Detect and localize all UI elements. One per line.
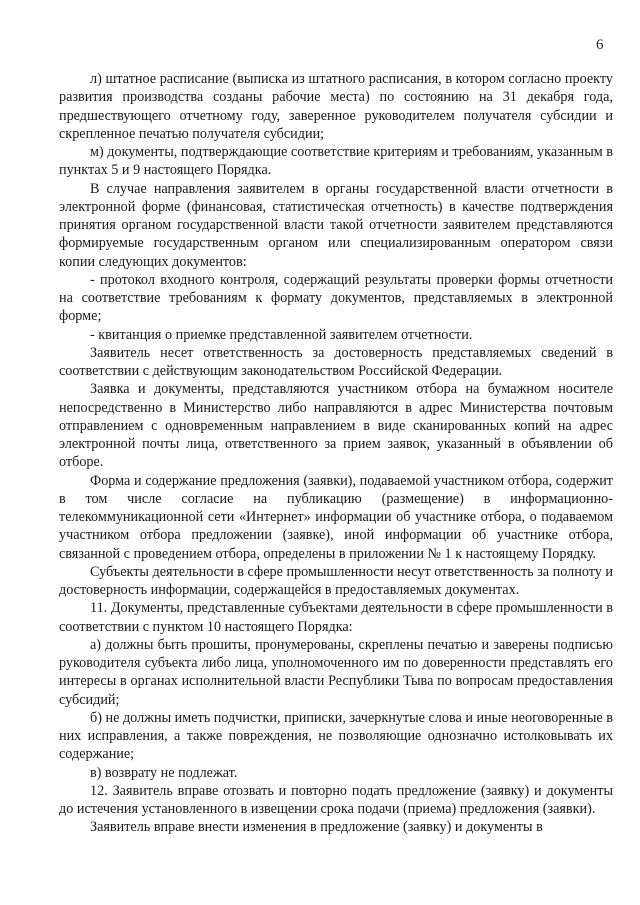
- paragraph: Заявка и документы, представляются участником отбора на бумажном носителе непосредственно в Министерство либо направляются в адрес Министерства почтовым отправлением с одновременным направлением в виде сканированных копий на адрес электронной почты лица, ответственного за прием заявок, указанный в объявлении об отборе.: [59, 381, 613, 471]
- paragraph: - квитанция о приемке представленной заявителем отчетности.: [90, 326, 473, 343]
- paragraph: а) должны быть прошиты, пронумерованы, скреплены печатью и заверены подписью руководителя субъекта либо лица, уполномоченного им по доверенности представлять его интересы в органах исполнительной власти Республики Тыва по вопросам предоставления субсидий;: [59, 636, 613, 708]
- paragraph: 12. Заявитель вправе отозвать и повторно подать предложение (заявку) и документы до истечения установленного в извещении срока подачи (приема) предложения (заявки).: [59, 782, 613, 817]
- paragraph: Заявитель несет ответственность за достоверность представляемых сведений в соответствии с действующим законодательством Российской Федерации.: [59, 344, 613, 379]
- paragraph: Субъекты деятельности в сфере промышленности несут ответственность за полноту и достоверность информации, содержащейся в предоставляемых документах.: [59, 563, 613, 598]
- paragraph: - протокол входного контроля, содержащий результаты проверки формы отчетности на соответствие требованиям к формату документов, представляемых в электронной форме;: [59, 271, 613, 325]
- paragraph: 11. Документы, представленные субъектами деятельности в сфере промышленности в соответствии с пунктом 10 настоящего Порядка:: [59, 600, 613, 635]
- paragraph: м) документы, подтверждающие соответствие критериям и требованиям, указанным в пунктах 5 и 9 настоящего Порядка.: [59, 144, 613, 179]
- paragraph: Форма и содержание предложения (заявки), подаваемой участником отбора, содержит в том числе согласие на публикацию (размещение) в информационно-телекоммуникационной сети «Интернет» информации об участнике отбора, о подаваемом участником отбора предложении (заявке), иной информации об участнике отбора, связанной с проведением отбора, определены в приложении № 1 к настоящему Порядку.: [59, 472, 613, 562]
- paragraph: В случае направления заявителем в органы государственной власти отчетности в электронной форме (финансовая, статистическая отчетность) в качестве подтверждения принятия органом государственной власти такой отчетности заявителем представляются формируемые государственным органом или специализированным оператором связи копии следующих документов:: [59, 180, 613, 270]
- paragraph: б) не должны иметь подчистки, приписки, зачеркнутые слова и иные неоговоренные в них исправления, а также повреждения, не позволяющие однозначно истолковывать их содержание;: [59, 709, 613, 763]
- page-number: 6: [596, 37, 604, 53]
- paragraph: в) возврату не подлежат.: [90, 764, 238, 781]
- paragraph: л) штатное расписание (выписка из штатного расписания, в котором согласно проекту развития производства созданы рабочие места) по состоянию на 31 декабря года, предшествующего отчетному году, заверенное руководителем получателя субсидии и скрепленное печатью получателя субсидии;: [59, 71, 613, 142]
- document-body: [59, 70, 613, 837]
- paragraph: Заявитель вправе внести изменения в предложение (заявку) и документы в: [90, 819, 543, 836]
